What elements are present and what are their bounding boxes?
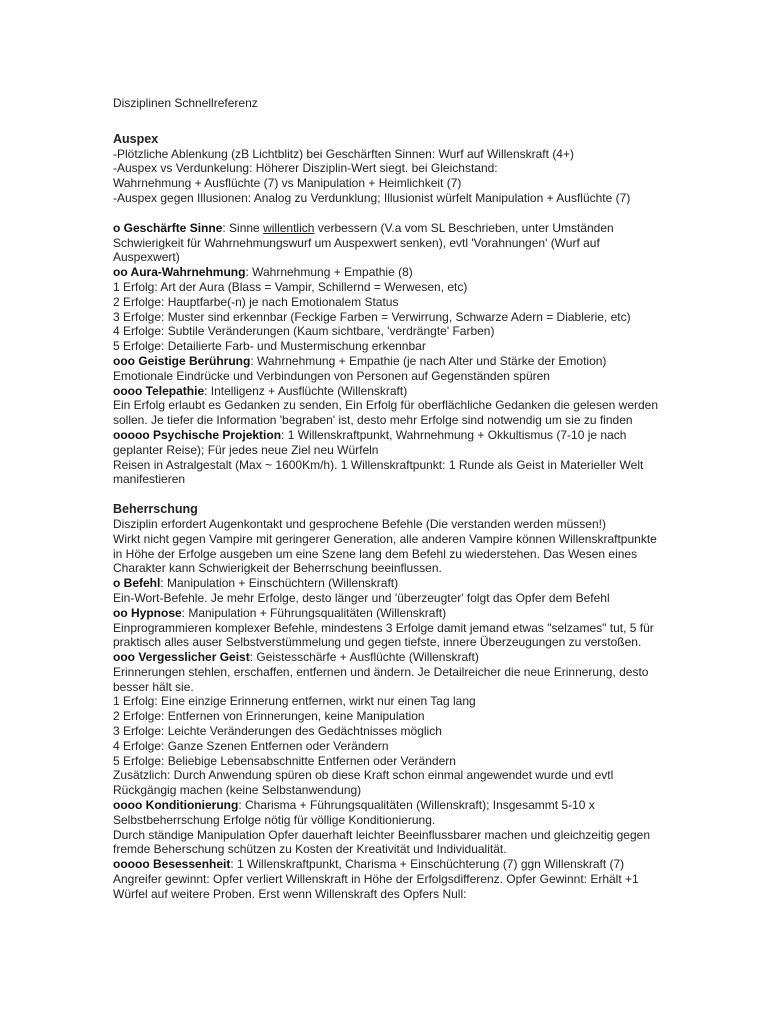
power-desc: verbessern (V.a vom SL Beschrieben, unter Umständen Schwierigkeit für Wahrnehmungswurf um Auspexwert senken), evtl 'Vorahnungen' (Wurf auf Auspexwert) — [113, 220, 614, 265]
section-beherrschung — [113, 502, 665, 902]
power-name: ooo Vergesslicher Geist — [113, 650, 250, 665]
text-line: Wahrnehmung + Ausflüchte (7) vs Manipulation + Heimlichkeit (7) — [113, 176, 462, 191]
power-hypnose — [113, 606, 665, 621]
power-geistige-beruehrung — [113, 354, 665, 369]
text-line: 2 Erfolge: Entfernen von Erinnerungen, keine Manipulation — [113, 709, 425, 724]
section-auspex — [113, 132, 665, 206]
power-name: o Geschärfte Sinne — [113, 220, 223, 235]
text-line: Ein-Wort-Befehle. Je mehr Erfolge, desto länger und 'überzeugter' folgt das Opfer dem Befehl — [113, 590, 610, 605]
text-line: Einprogrammieren komplexer Befehle, mindestens 3 Erfolge damit jemand etwas "selzames" tut, 5 für praktisch alles auser Selbstverstümmelung und gegen tiefste, innere Überzeugungen zu verstoßen. — [113, 620, 654, 650]
text-line: 4 Erfolge: Subtile Veränderungen (Kaum sichtbare, 'verdrängte' Farben) — [113, 324, 495, 339]
document-title: Disziplinen Schnellreferenz — [113, 96, 258, 110]
power-name: ooooo Psychische Projektion — [113, 427, 282, 442]
power-aura-wahrnehmung — [113, 265, 665, 280]
section-heading-auspex: Auspex — [113, 131, 159, 146]
power-psychische-projektion — [113, 428, 665, 458]
power-telepathie — [113, 384, 665, 399]
power-desc: : Manipulation + Einschüchtern (Willenskraft) — [160, 576, 399, 591]
power-name: ooooo Besessenheit — [113, 857, 231, 872]
text-line: -Plötzliche Ablenkung (zB Lichtblitz) bei Geschärften Sinnen: Wurf auf Willenskraft (4+) — [113, 146, 574, 161]
power-desc: : 1 Willenskraftpunkt, Charisma + Einschüchterung (7) ggn Willenskraft (7) — [230, 857, 625, 872]
text-line: Emotionale Eindrücke und Verbindungen von Personen auf Gegenständen spüren — [113, 368, 550, 383]
power-desc: : Geistesschärfe + Ausflüchte (Willenskraft) — [249, 650, 479, 665]
power-befehl — [113, 576, 665, 591]
power-name: o Befehl — [113, 576, 161, 591]
text-line: 5 Erfolge: Detailierte Farb- und Mustermischung erkennbar — [113, 339, 426, 354]
text-line: 4 Erfolge: Ganze Szenen Entfernen oder Verändern — [113, 738, 389, 753]
power-desc: : Wahrnehmung + Empathie (8) — [245, 265, 413, 280]
text-line: -Auspex gegen Illusionen: Analog zu Verdunklung; Illusionist würfelt Manipulation + Ausflüchte (7) — [113, 190, 631, 205]
text-line: 5 Erfolge: Beliebige Lebensabschnitte Entfernen oder Verändern — [113, 753, 456, 768]
section-heading-beherrschung: Beherrschung — [113, 502, 198, 517]
power-desc-pre: : Sinne — [222, 220, 264, 235]
text-line: 1 Erfolg: Art der Aura (Blass = Vampir, Schillernd = Werwesen, etc) — [113, 279, 468, 294]
power-desc: : Charisma + Führungsqualitäten (Willenskraft); Insgesammt 5-10 x Selbstbeherrschung Erfolge nötig für völlige Konditionierung. — [113, 798, 595, 827]
text-line: 3 Erfolge: Leichte Veränderungen des Gedächtnisses möglich — [113, 724, 442, 739]
power-besessenheit — [113, 857, 665, 872]
text-line: Zusätzlich: Durch Anwendung spüren ob diese Kraft schon einmal angewendet wurde und evtl Rückgängig machen (keine Selbstanwendung) — [113, 768, 614, 798]
document-page — [113, 96, 665, 917]
text-line: Ein Erfolg erlaubt es Gedanken zu senden, Ein Erfolg für oberflächliche Gedanken die gelesen werden sollen. Je tiefer die Information 'begraben' ist, desto mehr Erfolge sind notwendig um sie zu finden — [113, 398, 659, 428]
power-name: ooo Geistige Berührung — [113, 353, 251, 368]
power-vergesslicher-geist — [113, 650, 665, 665]
power-desc: : Wahrnehmung + Empathie (je nach Alter und Stärke der Emotion) — [250, 353, 607, 368]
power-name: oo Hypnose — [113, 605, 182, 620]
power-name: oooo Konditionierung — [113, 798, 239, 813]
text-line: Angreifer gewinnt: Opfer verliert Willenskraft in Höhe der Erfolgsdifferenz. Opfer Gewinnt: Erhält +1 Würfel auf weitere Proben. Erst wenn Willenskraft des Opfers Null: — [113, 872, 639, 901]
power-name: oo Aura-Wahrnehmung — [113, 265, 246, 280]
text-line: Reisen in Astralgestalt (Max ~ 1600Km/h). 1 Willenskraftpunkt: 1 Runde als Geist in Materieller Welt manifestieren — [113, 457, 644, 487]
text-line: Erinnerungen stehlen, erschaffen, entfernen und ändern. Je Detailreicher die neue Erinnerung, desto besser hält sie. — [113, 664, 649, 694]
text-line: -Auspex vs Verdunkelung: Höherer Disziplin-Wert siegt. bei Gleichstand: — [113, 161, 498, 176]
power-name: oooo Telepathie — [113, 383, 205, 398]
underlined-word: willentlich — [263, 220, 315, 235]
text-line: 2 Erfolge: Hauptfarbe(-n) je nach Emotionalem Status — [113, 294, 399, 309]
text-line: Durch ständige Manipulation Opfer dauerhaft leichter Beeinflussbarer machen und gleichzeitig gegen fremde Beherschung schützen zu Kosten der Kreativität und Individualität. — [113, 827, 650, 857]
power-desc: : 1 Willenskraftpunkt, Wahrnehmung + Okkultismus (7-10 je nach geplanter Reise); Für jedes neue Ziel neu Würfeln — [113, 427, 627, 457]
section-auspex-powers — [113, 221, 665, 487]
power-desc: : Intelligenz + Ausflüchte (Willenskraft) — [204, 383, 408, 398]
power-geschaerfte-sinne — [113, 221, 665, 265]
text-line: 3 Erfolge: Muster sind erkennbar (Feckige Farben = Verwirrung, Schwarze Adern = Diablerie, etc) — [113, 309, 631, 324]
power-desc: : Manipulation + Führungsqualitäten (Willenskraft) — [181, 605, 447, 620]
text-line: Wirkt nicht gegen Vampire mit geringerer Generation, alle anderen Vampire können Willenskraftpunkte in Höhe der Erfolge ausgeben um eine Szene lang dem Befehl zu wiederstehen. Das Wesen eines Charakter kann Schwierigkeit der Beherrschung beeinflussen. — [113, 531, 657, 576]
text-line: Disziplin erfordert Augenkontakt und gesprochene Befehle (Die verstanden werden müssen!) — [113, 516, 606, 531]
text-line: 1 Erfolg: Eine einzige Erinnerung entfernen, wirkt nur einen Tag lang — [113, 694, 476, 709]
power-konditionierung — [113, 798, 665, 828]
